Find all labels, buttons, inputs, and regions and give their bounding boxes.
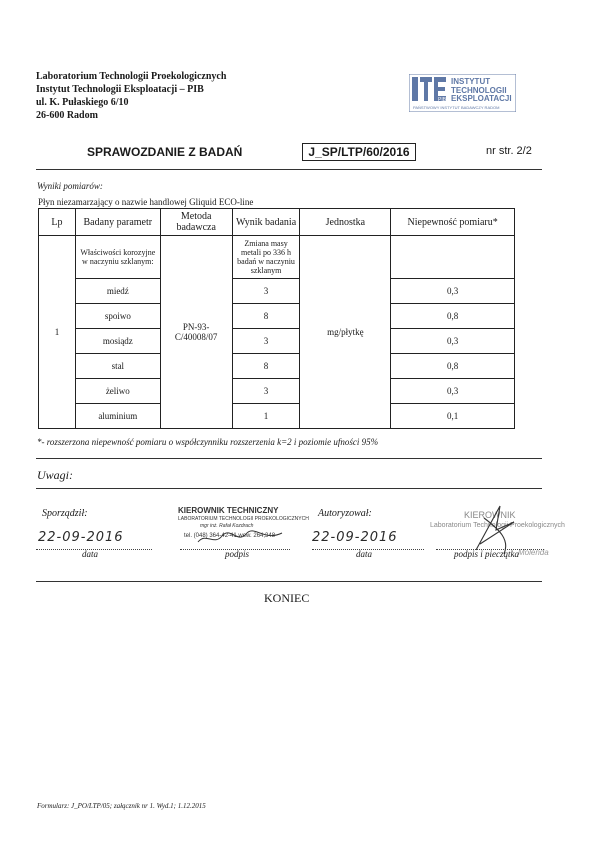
metal-uncertainty: 0,1	[391, 404, 515, 429]
col-lp: Lp	[39, 209, 76, 236]
stamp2-title: KIEROWNIK	[464, 510, 516, 520]
authorized-label: Autoryzował:	[318, 508, 372, 519]
report-number: J_SP/LTP/60/2016	[302, 143, 416, 161]
product-name: Płyn niezamarzający o nazwie handlowej Gliquid ECO-line	[38, 197, 254, 207]
stamp-title: KIEROWNIK TECHNICZNY	[178, 506, 279, 515]
parameter-cell: Właściwości korozyjne w naczyniu szklanym:	[75, 236, 160, 279]
metal-uncertainty: 0,3	[391, 329, 515, 354]
logo-tagline: PAŃSTWOWY INSTYTUT BADAWCZY RADOM	[413, 105, 500, 110]
result-header-cell: Zmiana masy metali po 336 h badań w naczyniu szklanym	[232, 236, 300, 279]
logo-line3: EKSPLOATACJI	[451, 94, 512, 103]
table-row	[39, 329, 515, 354]
prepared-date-caption: data	[82, 549, 99, 559]
metal-name: stal	[75, 354, 160, 379]
street-address: ul. K. Pułaskiego 6/10	[36, 97, 129, 108]
divider-mid	[36, 458, 542, 459]
table-row	[39, 304, 515, 329]
logo-mark: PIB	[438, 97, 447, 103]
institute-logo	[409, 74, 516, 112]
col-method: Metoda badawcza	[160, 209, 232, 236]
col-unit: Jednostka	[300, 209, 391, 236]
institute-name: Instytut Technologii Eksploatacji – PIB	[36, 84, 204, 95]
metal-result: 3	[232, 379, 300, 404]
itee-logo-icon	[409, 74, 516, 112]
method-cell: PN-93-C/40008/07	[160, 236, 232, 429]
metal-result: 3	[232, 279, 300, 304]
col-result: Wynik badania	[232, 209, 300, 236]
divider-remarks	[36, 488, 542, 489]
results-table	[38, 208, 515, 429]
table-row	[39, 379, 515, 404]
stamp2-name: Molenda	[518, 548, 549, 557]
prepared-label: Sporządził:	[42, 508, 88, 519]
metal-uncertainty: 0,3	[391, 379, 515, 404]
metal-uncertainty: 0,3	[391, 279, 515, 304]
prepared-sign-caption: podpis	[225, 549, 250, 559]
stamp-phone: tel. (048) 364-42-41 wew. 264,348	[184, 533, 276, 539]
logo-line2: TECHNOLOGII	[451, 86, 507, 95]
authorized-date-caption: data	[356, 549, 373, 559]
row-lp: 1	[39, 236, 76, 429]
lab-name: Laboratorium Technologii Proekologicznych	[36, 71, 227, 82]
remarks-label: Uwagi:	[37, 468, 73, 482]
stamp-name: mgr inż. Rafał Kozdrach	[200, 523, 254, 529]
metal-name: aluminium	[75, 404, 160, 429]
metal-result: 8	[232, 304, 300, 329]
metal-result: 1	[232, 404, 300, 429]
results-label: Wyniki pomiarów:	[37, 181, 103, 191]
table-row	[39, 236, 515, 279]
authorized-sign-caption: podpis i pieczątka	[454, 549, 519, 559]
end-label: KONIEC	[264, 591, 310, 605]
footnote: *- rozszerzona niepewność pomiaru o współczynniku rozszerzenia k=2 i poziomie ufności 95%	[37, 437, 379, 447]
metal-name: spoiwo	[75, 304, 160, 329]
col-parameter: Badany parametr	[75, 209, 160, 236]
metal-uncertainty: 0,8	[391, 354, 515, 379]
report-title: SPRAWOZDANIE Z BADAŃ	[87, 145, 243, 159]
table-header-row	[39, 209, 515, 236]
city-address: 26-600 Radom	[36, 110, 98, 121]
metal-name: żeliwo	[75, 379, 160, 404]
signature-scribble-icon	[196, 528, 286, 548]
divider-top	[36, 169, 542, 170]
table-row	[39, 279, 515, 304]
table-row	[39, 354, 515, 379]
unit-cell: mg/płytkę	[300, 236, 391, 429]
uncertainty-blank	[391, 236, 515, 279]
page-number: nr str. 2/2	[486, 145, 532, 157]
col-uncertainty: Niepewność pomiaru*	[391, 209, 515, 236]
metal-name: mosiądz	[75, 329, 160, 354]
metal-result: 8	[232, 354, 300, 379]
divider-bottom	[36, 581, 542, 582]
authorized-date: 22-09-2016	[312, 530, 398, 545]
metal-uncertainty: 0,8	[391, 304, 515, 329]
stamp-lab: LABORATORIUM TECHNOLOGII PROEKOLOGICZNYCH	[178, 516, 309, 522]
table-row	[39, 404, 515, 429]
stamp2-lab: Laboratorium Technologii Proekologicznych	[430, 522, 565, 529]
form-footer: Formularz: J_PO/LTP/05; załącznik nr 1. Wyd.1; 1.12.2015	[37, 802, 206, 810]
metal-name: miedź	[75, 279, 160, 304]
logo-line1: INSTYTUT	[451, 77, 491, 86]
prepared-date: 22-09-2016	[38, 530, 124, 545]
metal-result: 3	[232, 329, 300, 354]
